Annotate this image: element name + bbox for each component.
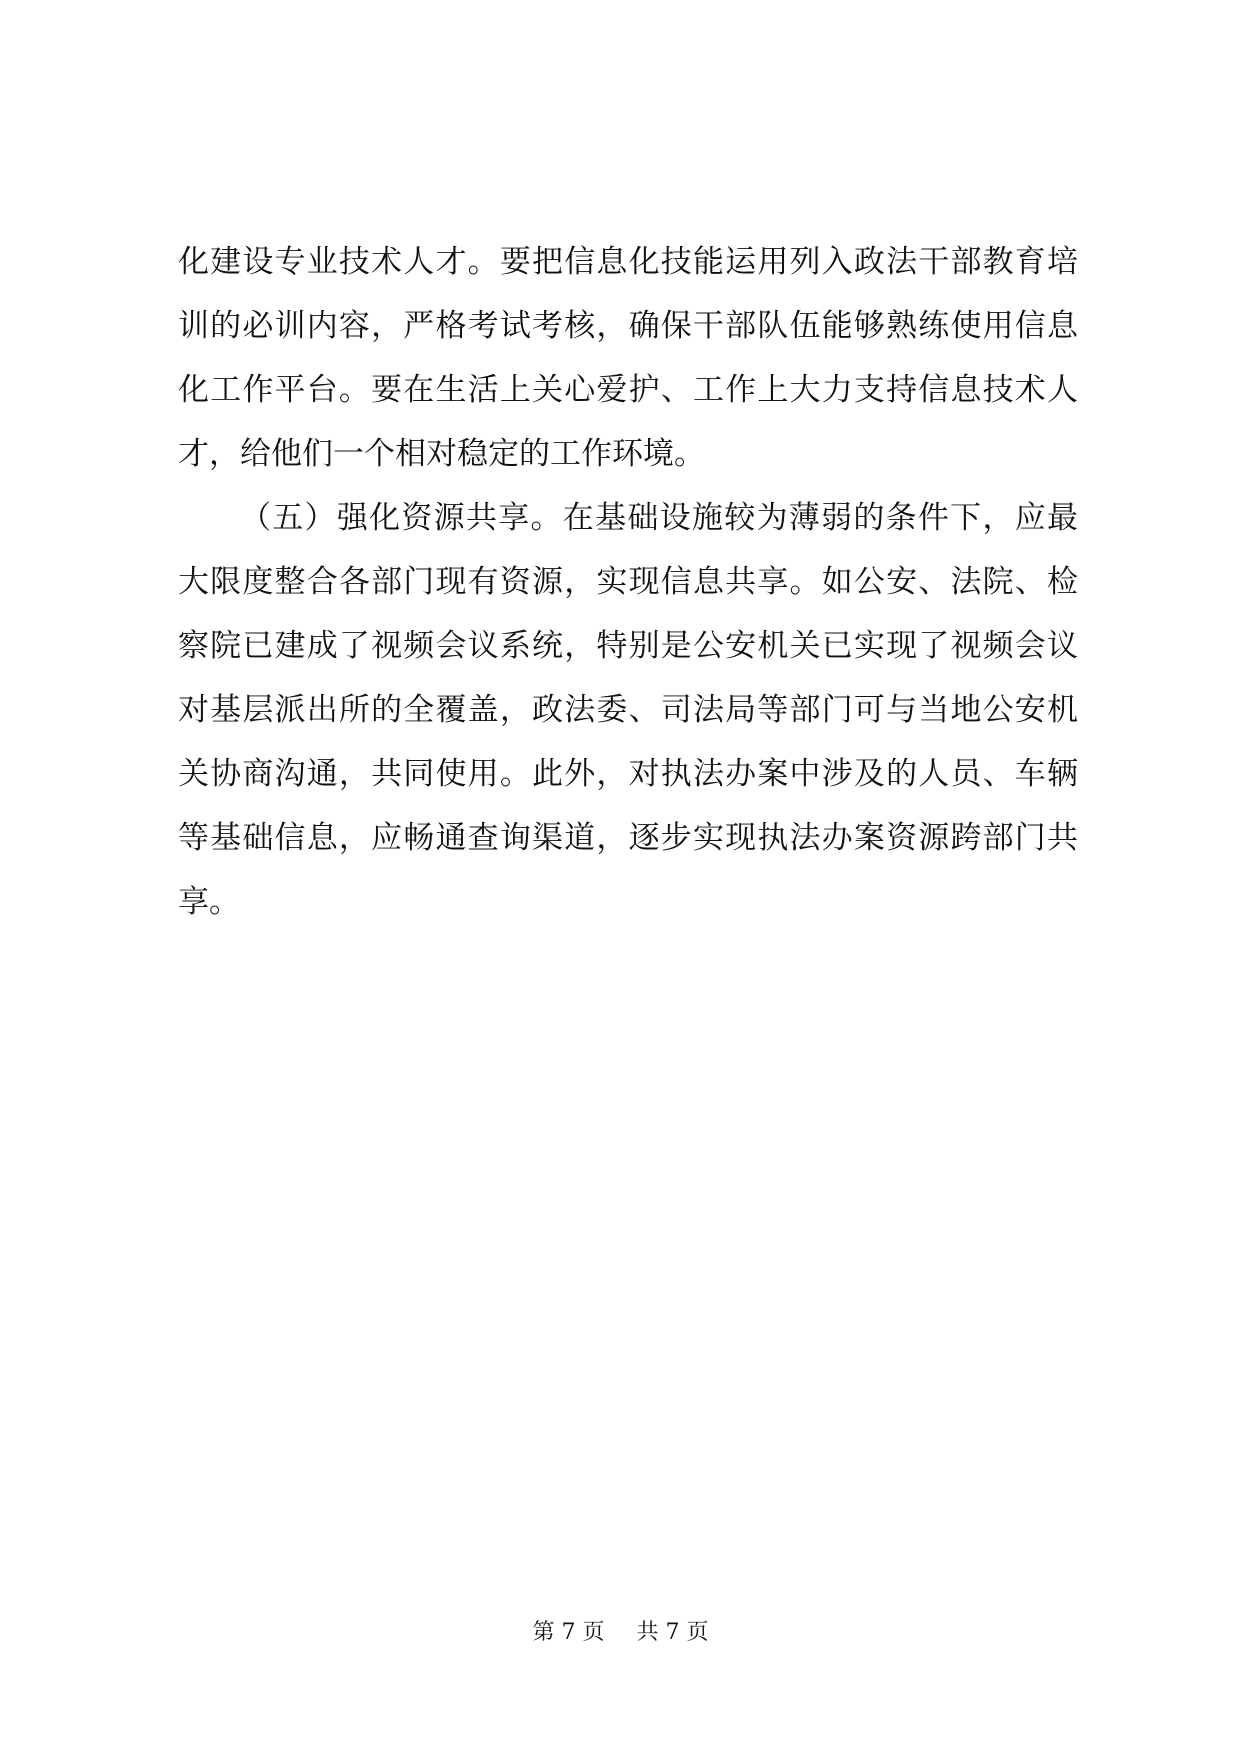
page-footer bbox=[0, 1616, 1241, 1650]
body-line-9: 关协商沟通，共同使用。此外，对执法办案中涉及的人员、车辆 bbox=[178, 756, 1078, 792]
section-five-heading-line: （五）强化资源共享。在基础设施较为薄弱的条件下，应最 bbox=[240, 500, 1078, 536]
body-line-1: 化建设专业技术人才。要把信息化技能运用列入政法干部教育培 bbox=[178, 244, 1078, 280]
body-line-11: 享。 bbox=[178, 884, 240, 920]
body-line-6: 大限度整合各部门现有资源，实现信息共享。如公安、法院、检 bbox=[178, 564, 1078, 600]
body-line-10: 等基础信息，应畅通查询渠道，逐步实现执法办案资源跨部门共 bbox=[178, 820, 1078, 856]
body-line-2: 训的必训内容，严格考试考核，确保干部队伍能够熟练使用信息 bbox=[178, 308, 1078, 344]
body-line-3: 化工作平台。要在生活上关心爱护、工作上大力支持信息技术人 bbox=[178, 372, 1078, 408]
body-line-4: 才，给他们一个相对稳定的工作环境。 bbox=[178, 436, 705, 472]
page-number: 第 7 页 bbox=[532, 1620, 605, 1645]
total-pages: 共 7 页 bbox=[636, 1620, 709, 1645]
body-line-8: 对基层派出所的全覆盖，政法委、司法局等部门可与当地公安机 bbox=[178, 692, 1078, 728]
body-line-7: 察院已建成了视频会议系统，特别是公安机关已实现了视频会议 bbox=[178, 628, 1078, 664]
